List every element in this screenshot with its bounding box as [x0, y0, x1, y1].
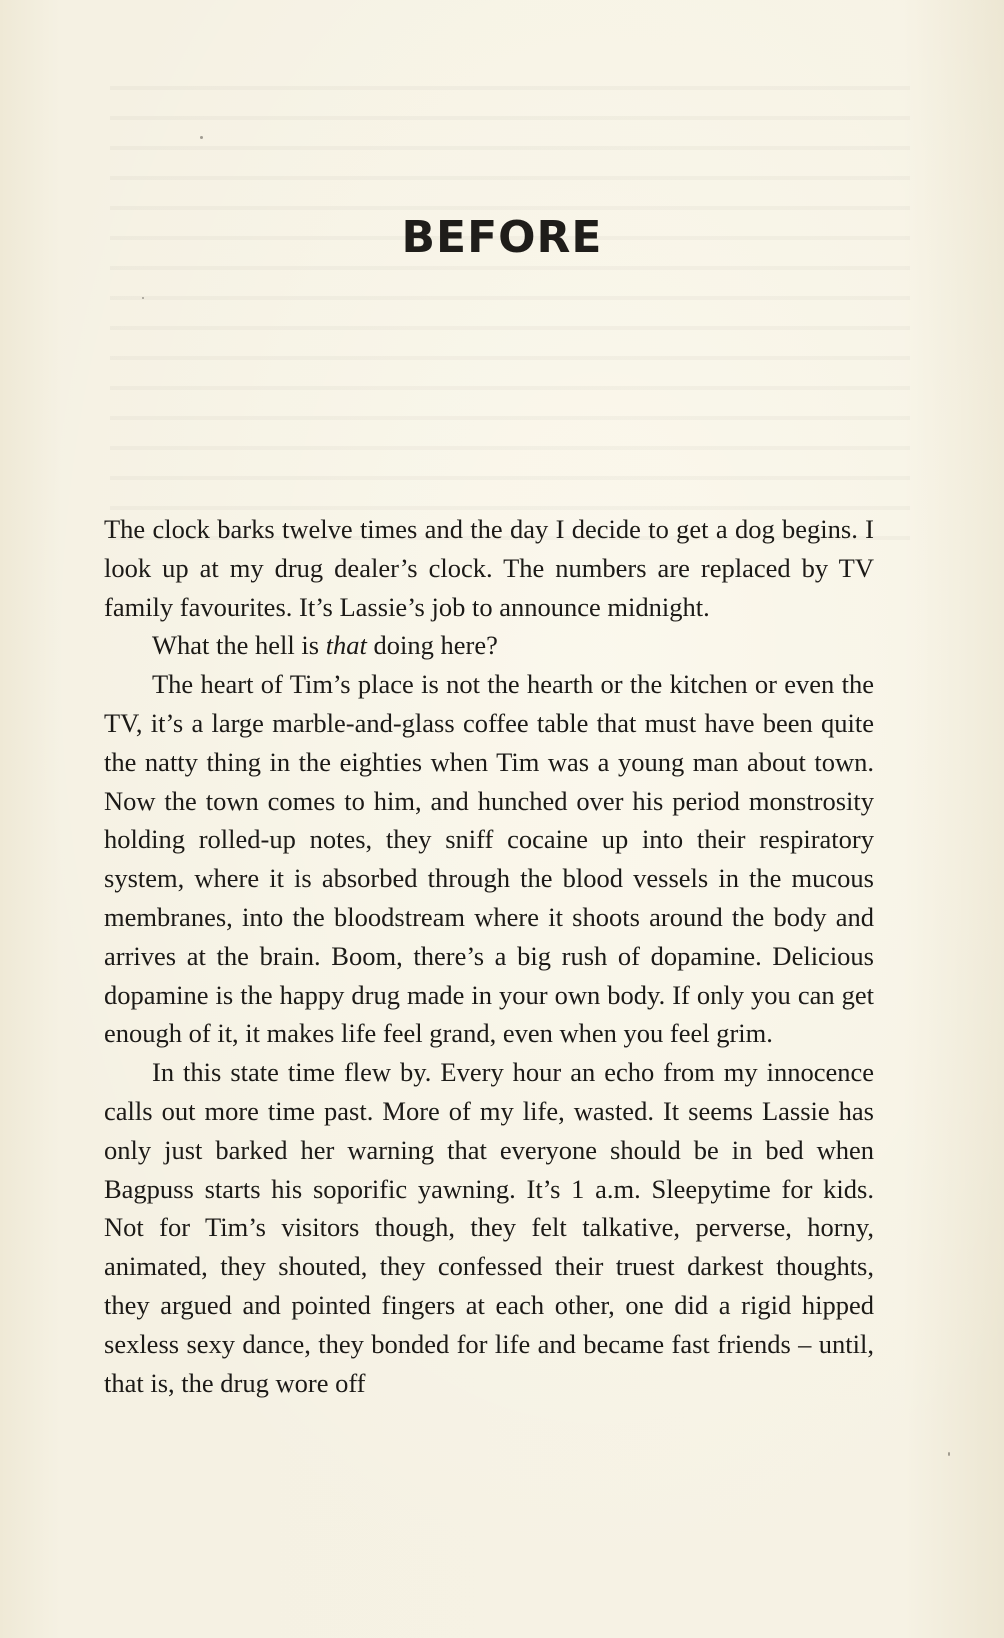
paper-speck	[142, 297, 144, 299]
chapter-title: BEFORE	[401, 212, 603, 263]
question-emphasis: that	[325, 630, 367, 661]
paragraph-coffee-table: The heart of Tim’s place is not the hearth or the kitchen or even the TV, it’s a large marble-and-glass coffee table that must have been quite the natty thing in the eighties when Tim was a young man about town. Now the town comes to him, and hunched over his period monstrosity holding rolled-up notes, they sniff cocaine up into their respiratory system, where it is absorbed through the blood vessels in the mucous membranes, into the bloodstream where it shoots around the body and arrives at the brain. Boom, there’s a big rush of dopamine. Delicious dopamine is the happy drug made in your own body. If only you can get enough of it, it makes life feel grand, even when you feel grim.	[104, 669, 874, 1049]
paper-speck	[948, 1452, 950, 1456]
body-text	[104, 510, 874, 1402]
question-text-before: What the hell is	[152, 630, 326, 661]
paragraph-question	[104, 626, 874, 665]
paragraph-opening: The clock barks twelve times and the day I decide to get a dog begins. I look up at my drug dealer’s clock. The numbers are replaced by TV family favourites. It’s Lassie’s job to announce midnight.	[104, 514, 874, 622]
question-text-after: doing here?	[366, 630, 498, 661]
bleed-through-texture	[110, 60, 910, 560]
paragraph-time-flew: In this state time flew by. Every hour an echo from my innocence calls out more time past. More of my life, wasted. It seems Lassie has only just barked her warning that everyone should be in bed when Bagpuss starts his soporific yawning. It’s 1 a.m. Sleepytime for kids. Not for Tim’s visitors though, they felt talkative, perverse, horny, animated, they shouted, they confessed their truest darkest thoughts, they argued and pointed fingers at each other, one did a rigid hipped sexless sexy dance, they bonded for life and became fast friends – until, that is, the drug wore off	[104, 1057, 874, 1398]
paper-speck	[200, 136, 203, 139]
